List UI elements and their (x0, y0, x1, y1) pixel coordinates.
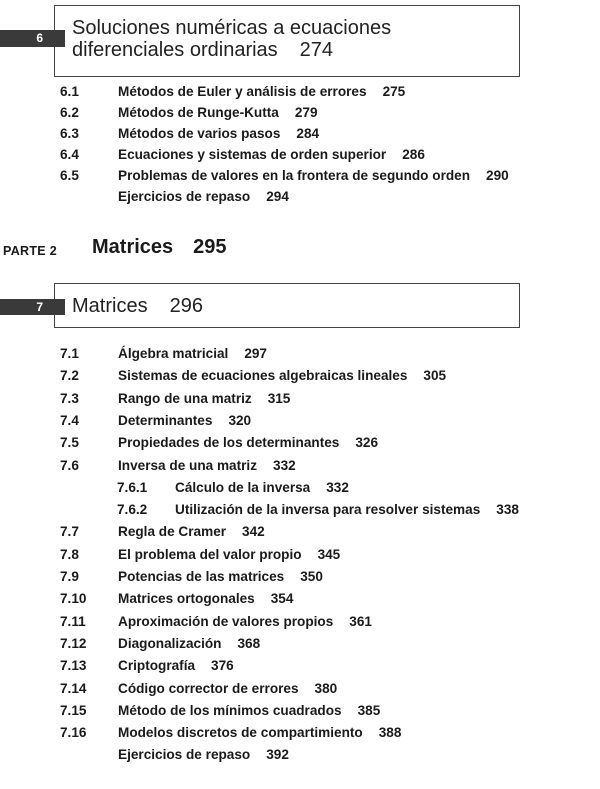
section-title-line (118, 725, 401, 740)
chapter-6-page: 274 (299, 39, 334, 61)
section-page: 332 (273, 457, 296, 473)
section-title-line (118, 346, 267, 361)
section-title: Modelos discretos de compartimiento (118, 725, 363, 741)
section-title-line (175, 480, 349, 495)
section-title: Método de los mínimos cuadrados (118, 702, 342, 718)
section-number: 7.6.1 (117, 479, 148, 495)
section-page: 279 (294, 105, 318, 120)
section-number: 7.16 (60, 725, 87, 741)
section-title-line (118, 524, 265, 539)
section-title-line (118, 413, 251, 428)
section-title-line (118, 368, 446, 383)
chapter-6-title-line1: Soluciones numéricas a ecuaciones (72, 17, 392, 39)
section-title: Métodos de varios pasos (118, 126, 281, 141)
section-title-line (118, 189, 289, 204)
section-number: 7.5 (60, 435, 79, 451)
section-number: 7.8 (60, 546, 79, 562)
section-title: Determinantes (118, 412, 213, 428)
section-page: 286 (402, 147, 425, 162)
section-page: 305 (423, 368, 447, 384)
section-title: Métodos de Runge-Kutta (118, 105, 279, 120)
section-title: Criptografía (118, 658, 196, 674)
section-title-line (118, 105, 318, 120)
section-page: 376 (211, 658, 234, 674)
part-label: PARTE 2 (3, 244, 57, 258)
section-number: 6.3 (60, 126, 79, 141)
section-number: 7.13 (60, 658, 87, 674)
section-title: El problema del valor propio (118, 546, 302, 562)
section-title: Álgebra matricial (118, 346, 229, 361)
section-page: 380 (314, 680, 338, 696)
section-number: 7.6.2 (117, 502, 148, 518)
chapter-7-title-text: Matrices (72, 295, 148, 317)
section-title-line (118, 681, 337, 696)
section-title-line (118, 458, 296, 473)
section-title-line (118, 658, 234, 673)
section-title-line (118, 703, 380, 718)
section-title-line (118, 84, 405, 99)
section-page: 297 (244, 346, 267, 361)
chapter-6-title-line2: diferenciales ordinarias (72, 39, 278, 61)
section-title-line (118, 547, 340, 562)
section-title: Diagonalización (118, 635, 222, 651)
section-page: 320 (228, 412, 252, 428)
section-page: 350 (300, 569, 323, 584)
section-title-line (118, 168, 509, 183)
chapter-7-number-tab: 7 (0, 299, 65, 315)
section-number: 7.10 (60, 591, 87, 607)
section-title: Inversa de una matriz (118, 457, 258, 473)
section-title: Ecuaciones y sistemas de orden superior (118, 147, 387, 162)
section-page: 338 (496, 502, 519, 518)
section-number: 7.12 (60, 635, 87, 651)
section-number: 7.15 (60, 702, 87, 718)
section-number: 7.14 (60, 680, 87, 696)
section-title: Cálculo de la inversa (175, 479, 311, 495)
chapter-6-header-box (54, 5, 520, 77)
section-title: Aproximación de valores propios (118, 613, 334, 629)
section-title: Matrices ortogonales (118, 591, 255, 607)
chapter-6-title (72, 17, 391, 61)
section-number: 7.6 (60, 457, 79, 473)
section-number: 7.1 (60, 346, 79, 361)
section-title-line (175, 502, 519, 517)
section-page: 388 (378, 725, 402, 741)
section-number: 7.2 (60, 368, 79, 384)
section-title: Ejercicios de repaso (118, 747, 251, 763)
section-page: 385 (357, 702, 381, 718)
section-title: Utilización de la inversa para resolver sistemas (175, 502, 481, 518)
section-title-line (118, 636, 260, 651)
section-page: 284 (296, 126, 320, 141)
section-number: 7.4 (60, 412, 79, 428)
section-page: 290 (486, 168, 509, 183)
section-number: 6.2 (60, 105, 79, 120)
section-page: 326 (355, 435, 379, 451)
section-page: 392 (266, 747, 289, 763)
section-page: 342 (242, 524, 265, 540)
section-title-line (118, 569, 323, 584)
part-title (92, 236, 227, 259)
section-number: 7.7 (60, 524, 79, 540)
chapter-7-page: 296 (169, 295, 203, 317)
section-title: Regla de Cramer (118, 524, 227, 540)
section-title-line (118, 591, 293, 606)
section-title: Sistemas de ecuaciones algebraicas lineales (118, 368, 408, 384)
section-title: Potencias de las matrices (118, 569, 285, 584)
section-page: 368 (237, 635, 261, 651)
chapter-7-header-box (54, 283, 520, 328)
chapter-6-number-tab: 6 (0, 30, 65, 47)
section-title-line (118, 391, 290, 406)
section-number: 7.11 (60, 613, 86, 629)
section-title-line (118, 147, 425, 162)
section-title-line (118, 614, 372, 629)
section-page: 315 (267, 390, 291, 406)
section-page: 354 (270, 591, 294, 607)
section-title-line (118, 747, 289, 762)
section-number: 6.1 (60, 84, 79, 99)
section-title: Propiedades de los determinantes (118, 435, 340, 451)
section-title: Ejercicios de repaso (118, 189, 251, 204)
section-number: 7.9 (60, 569, 79, 584)
section-page: 361 (349, 613, 372, 629)
section-title: Rango de una matriz (118, 390, 252, 406)
section-title-line (118, 126, 319, 141)
section-title: Problemas de valores en la frontera de segundo orden (118, 168, 471, 183)
section-title: Código corrector de errores (118, 680, 299, 696)
part-page: 295 (193, 236, 227, 258)
section-number: 6.5 (60, 168, 79, 183)
section-number: 7.3 (60, 390, 79, 406)
chapter-7-title (72, 295, 203, 317)
section-title: Métodos de Euler y análisis de errores (118, 84, 367, 99)
section-page: 332 (326, 479, 349, 495)
part-2-heading (3, 236, 227, 260)
section-page: 345 (317, 546, 341, 562)
section-title-line (118, 435, 378, 450)
section-page: 275 (382, 84, 406, 99)
section-page: 294 (266, 189, 289, 204)
section-number: 6.4 (60, 147, 79, 162)
part-title-text: Matrices (92, 236, 174, 258)
